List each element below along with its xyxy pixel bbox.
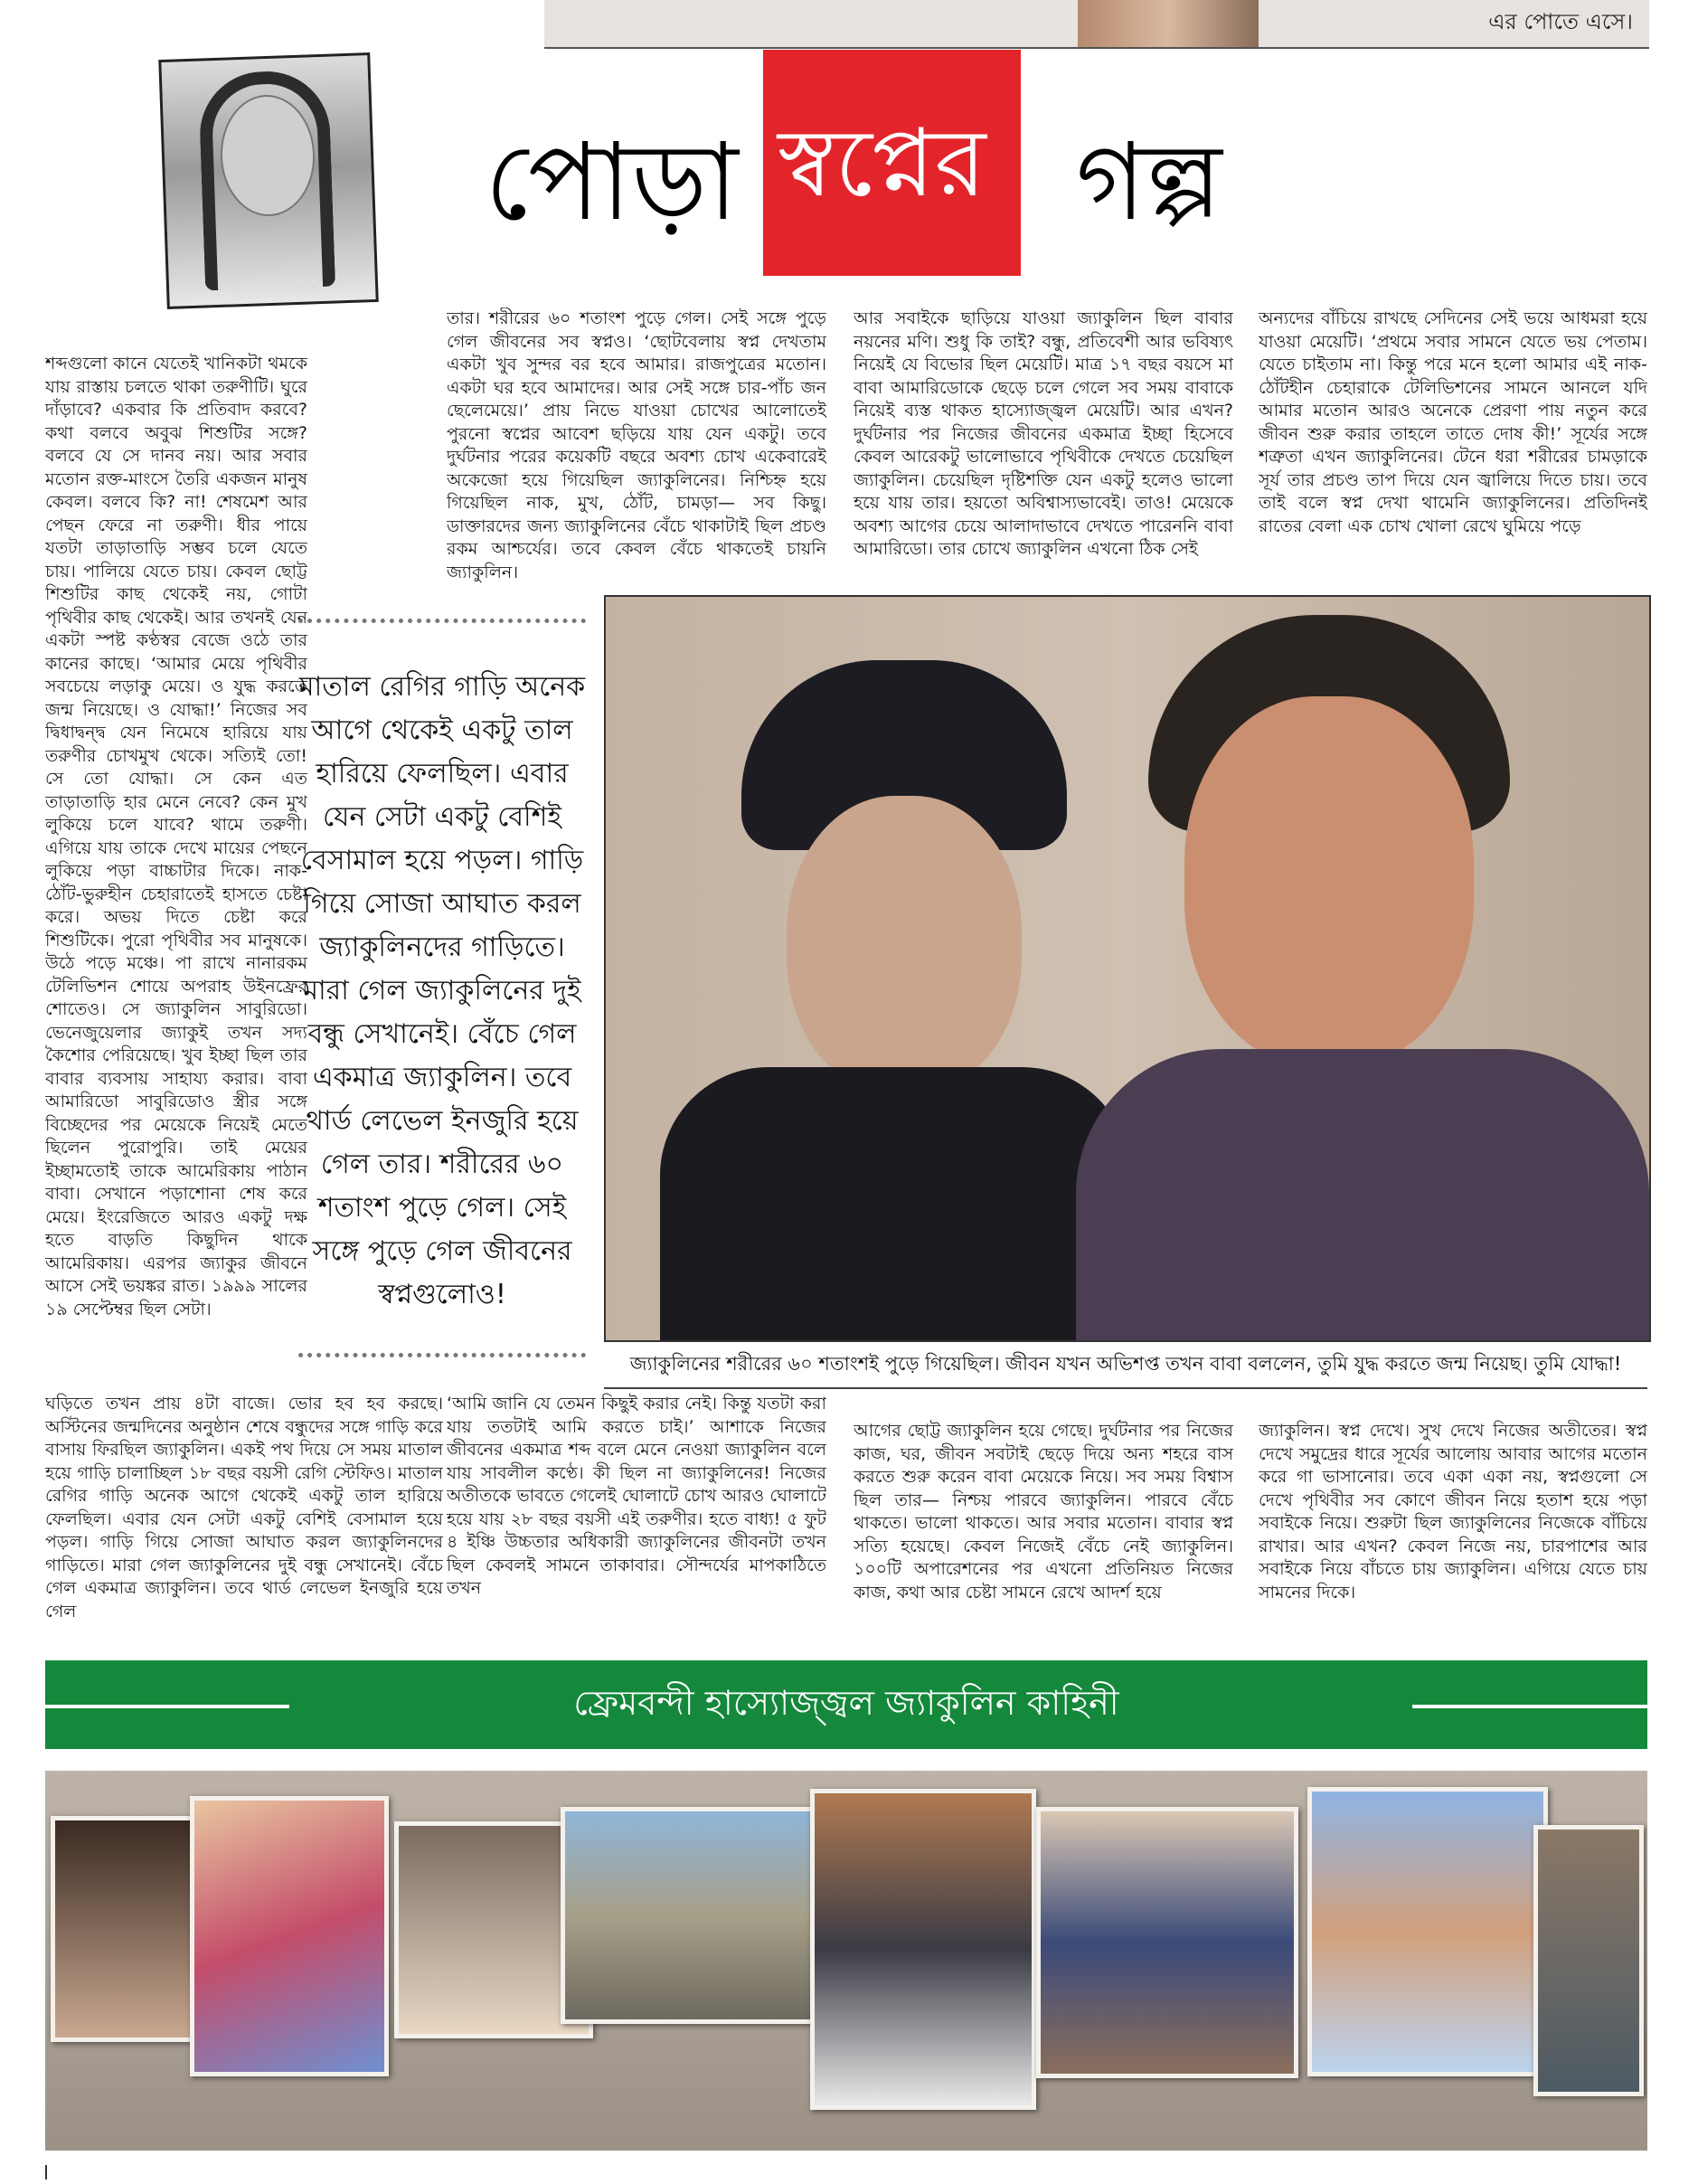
man-face	[1184, 696, 1474, 1067]
column-3-top: আর সবাইকে ছাড়িয়ে যাওয়া জ্যাকুলিন ছিল বাবার নয়নের মণি। শুধু কি তাই? বন্ধু, প্রতিবেশী আর ভবিষ্যৎ নিয়েই যে বিভোর ছিল মেয়েটি। মাত্র ১৭ বছর বয়সে মা বাবা আমারিডোকে ছেড়ে চলে গেলে সব সময় বাবাকে নিয়েই ব্যস্ত থাকত হাস্যোজ্জ্বল মেয়েটি। আর এখন? দুর্ঘটনার পর নিজের জীবনের একমাত্র ইচ্ছা হিসেবে কেবল আরেকটু ভালোভাবে পৃথিবীকে দেখতে চেয়েছিল জ্যাকুলিন। চেয়েছিল দৃষ্টিশক্তি যেন একটু হলেও ভালো হয়ে যায় তার। হয়তো অবিশ্বাস্যভাবেই। তাও! মেয়েকে অবশ্য আগের চেয়ে আলাদাভাবে দেখতে পারেননি বাবা আমারিডো। তার চোখে জ্যাকুলিন এখনো ঠিক সেই	[854, 308, 1233, 559]
strip-photo-6	[1036, 1807, 1298, 2078]
photo-strip	[45, 1771, 1647, 2151]
banner-right-line	[1412, 1705, 1647, 1708]
column-1-bottom: ঘড়িতে তখন প্রায় ৪টা বাজে। ভোর হব হব করছে। অস্টিনের জন্মদিনের অনুষ্ঠান শেষে বন্ধুদের সঙ্গে গাড়ি করে বাসায় ফিরছিল জ্যাকুলিন। একই পথ দিয়ে সে সময় মাতাল হয়ে গাড়ি চালাচ্ছিল ১৮ বছর বয়সী রেগি স্টেফিও। মাতাল রেগির গাড়ি অনেক আগে থেকেই একটু তাল হারিয়ে ফেলছিল। এবার যেন সেটা একটু বেশিই বেসামাল হয়ে পড়ল। গাড়ি গিয়ে সোজা আঘাত করল জ্যাকুলিনদের গাড়িতে। মারা গেল জ্যাকুলিনের দুই বন্ধু সেখানেই। বেঁচে গেল একমাত্র জ্যাকুলিন। তবে থার্ড লেভেল ইনজুরি হয়ে গেল	[45, 1394, 443, 1621]
man-body	[1076, 1049, 1649, 1340]
strip-photo-7	[1307, 1787, 1548, 2076]
column-4-top: অন্যদের বাঁচিয়ে রাখছে সেদিনের সেই ভয়ে আধমরা হয়ে যাওয়া মেয়েটি। ‘প্রথমে সবার সামনে যেতে ভয় পেতাম। যেতে চাইতাম না। কিন্তু পরে মনে হলো আমার এই নাক-ঠোঁটহীন চেহারাকে টেলিভিশনের সামনে আনলে যদি আমার মতোন আরও অনেকে প্রেরণা পায় নতুন করে জীবন শুরু করার তাহলে তাতে দোষ কী!’ সূর্যের সঙ্গে শত্রুতা এখন জ্যাকুলিনের। টেনে ধরা শরীরের চামড়াকে সূর্য তার প্রচণ্ড তাপ দিয়ে যেন জ্বালিয়ে দিতে চায়। তবে তাই বলে স্বপ্ন দেখা থামেনি জ্যাকুলিনের। প্রতিদিনই রাতের বেলা এক চোখ খোলা রেখে ঘুমিয়ে পড়ে	[1259, 308, 1647, 536]
column-4-bottom: জ্যাকুলিন। স্বপ্ন দেখে। সুখ দেখে নিজের অতীতের। স্বপ্ন দেখে সমুদ্রের ধারে সূর্যের আলোয় আবার আগের মতোন করে গা ভাসানোর। তবে একা একা নয়, স্বপ্নগুলো সে দেখে পৃথিবীর সব কোণে জীবন নিয়ে হতাশ হয়ে পড়া সবাইকে নিয়ে। শুরুটা ছিল জ্যাকুলিনের নিজেকে বাঁচিয়ে রাখার। আর এখন? কেবল নিজে নয়, চারপাশের আর সবাইকে নিয়ে বাঁচতে চায় জ্যাকুলিন। এগিয়ে যেতে চায় সামনের দিকে।	[1259, 1421, 1647, 1603]
portrait-hair	[198, 70, 335, 291]
top-banner-text: এর পোতে এসে।	[1488, 9, 1633, 34]
photo-caption: জ্যাকুলিনের শরীরের ৬০ শতাংশই পুড়ে গিয়েছিল। জীবন যখন অভিশপ্ত তখন বাবা বললেন, তুমি যুদ্ধ করতে জন্ম নিয়েছ। তুমি যোদ্ধা!	[629, 1353, 1622, 1375]
pull-quote-top-rule	[298, 619, 586, 623]
main-photo	[604, 595, 1651, 1342]
title-word-3: গল্প	[1076, 119, 1222, 244]
caption-rule	[604, 1387, 1647, 1389]
top-banner-photo	[1078, 0, 1259, 47]
bottom-left-mark	[45, 2165, 47, 2179]
title-word-1: পোড়া	[485, 119, 739, 244]
pull-quote: মাতাল রেগির গাড়ি অনেক আগে থেকেই একটু তাল হারিয়ে ফেলছিল। এবার যেন সেটা একটু বেশিই বেসামাল হয়ে পড়ল। গাড়ি গিয়ে সোজা আঘাত করল জ্যাকুলিনদের গাড়িতে। মারা গেল জ্যাকুলিনের দুই বন্ধু সেখানেই। বেঁচে গেল একমাত্র জ্যাকুলিন। তবে থার্ড লেভেল ইনজুরি হয়ে গেল তার। শরীরের ৬০ শতাংশ পুড়ে গেল। সেই সঙ্গে পুড়ে গেল জীবনের স্বপ্নগুলোও!	[298, 671, 586, 1310]
top-banner	[544, 0, 1649, 49]
pull-quote-bottom-rule	[298, 1353, 586, 1357]
strip-photo-8	[1533, 1825, 1644, 2096]
portrait-photo	[158, 52, 378, 309]
column-1-top: শব্দগুলো কানে যেতেই খানিকটা থমকে যায় রাস্তায় চলতে থাকা তরুণীটি। ঘুরে দাঁড়াবে? একবার কি প্রতিবাদ করবে? কথা বলবে অবুঝ শিশুটির সঙ্গে? বলবে যে সে দানব নয়। আর সবার মতোন রক্ত-মাংসে তৈরি একজন মানুষ কেবল। বলবে কি? না! শেষমেশ আর পেছন ফেরে না তরুণী। ধীর পায়ে যতটা তাড়াতাড়ি সম্ভব চলে যেতে চায়। পালিয়ে যেতে চায়। কেবল ছোট্ট শিশুটির কাছ থেকেই নয়, গোটা পৃথিবীর কাছ থেকেই। আর তখনই যেন একটা স্পষ্ট কণ্ঠস্বর বেজে ওঠে তার কানের কাছে। ‘আমার মেয়ে পৃথিবীর সবচেয়ে লড়াকু মেয়ে। ও যুদ্ধ করতে জন্ম নিয়েছে। ও যোদ্ধা!’ নিজের সব দ্বিধাদ্বন্দ্ব যেন নিমেষে হারিয়ে যায় তরুণীর চোখমুখ থেকে। সত্যিই তো! সে তো যোদ্ধা। সে কেন এত তাড়াতাড়ি হার মেনে নেবে? কেন মুখ লুকিয়ে চলে যাবে? থামে তরুণী। এগিয়ে যায় তাকে দেখে মায়ের পেছনে লুকিয়ে পড়া বাচ্চাটার দিকে। নাক-ঠোঁট-ভুরুহীন চেহারাতেই হাসতে চেষ্টা করে। অভয় দিতে চেষ্টা করে শিশুটিকে। পুরো পৃথিবীর সব মানুষকে। উঠে পড়ে মঞ্চে। পা রাখে নানারকম টেলিভিশন শোয়ে অপরাহ উইনফ্রের শোতেও। সে জ্যাকুলিন সাবুরিডো। ভেনেজুয়েলার জ্যাকুই তখন সদ্য কৈশোর পেরিয়েছে। খুব ইচ্ছা ছিল তার বাবার ব্যবসায় সাহায্য করার। বাবা আমারিডো সাবুরিডোও স্ত্রীর সঙ্গে বিচ্ছেদের পর মেয়েকে নিয়েই মেতে ছিলেন পুরোপুরি। তাই মেয়ের ইচ্ছামতোই তাকে আমেরিকায় পাঠান বাবা। সেখানে পড়াশোনা শেষ করে মেয়ে। ইংরেজিতে আরও একটু দক্ষ হতে বাড়তি কিছুদিন থাকে আমেরিকায়। এরপর জ্যাকুর জীবনে আসে সেই ভয়ঙ্কর রাত। ১৯৯৯ সালের ১৯ সেপ্টেম্বর ছিল সেটা।	[45, 354, 307, 1319]
title-word-2: স্বপ্নের	[778, 108, 986, 218]
banner-title: ফ্রেমবন্দী হাস্যোজ্জ্বল জ্যাকুলিন কাহিনী	[573, 1683, 1119, 1723]
woman-body	[660, 1067, 1130, 1340]
strip-photo-1	[51, 1816, 195, 2042]
strip-photo-5	[810, 1789, 1036, 2110]
woman-face	[787, 796, 1022, 1094]
column-3-bottom: আগের ছোট্ট জ্যাকুলিন হয়ে গেছে। দুর্ঘটনার পর নিজের কাজ, ঘর, জীবন সবটাই ছেড়ে দিয়ে অন্য শহরে বাস করতে শুরু করেন বাবা মেয়েকে নিয়ে। সব সময় বিশ্বাস ছিল তার— নিশ্চয় পারবে জ্যাকুলিন। পারবে বেঁচে থাকতে। ভালো থাকতে। আর সবার মতোন। বাবার স্বপ্ন সত্যি হয়েছে। কেবল নিজেই বেঁচে নেই জ্যাকুলিন। ১০০টি অপারেশনের পর এখনো প্রতিনিয়ত নিজের কাজ, কথা আর চেষ্টা সামনে রেখে আদর্শ হয়ে	[854, 1421, 1233, 1603]
green-banner	[45, 1660, 1647, 1749]
strip-photo-4	[561, 1807, 823, 2024]
strip-photo-2	[190, 1796, 389, 2076]
column-2-top: তার। শরীরের ৬০ শতাংশ পুড়ে গেল। সেই সঙ্গে পুড়ে গেল জীবনের সব স্বপ্নও। ‘ছোটবেলায় স্বপ্ন দেখতাম একটা খুব সুন্দর বর হবে আমার। রাজপুত্রের মতোন। একটা ঘর হবে আমাদের। আর সেই সঙ্গে চার-পাঁচ জন ছেলেমেয়ে।’ প্রায় নিভে যাওয়া চোখের আলোতেই পুরনো স্বপ্নের আবেশ ছড়িয়ে যায় যেন একটু। তবে দুর্ঘটনার পরের কয়েকটি বছরে অবশ্য চোখ একেবারেই অকেজো হয়ে গিয়েছিল জ্যাকুলিনের। নিশ্চিহ্ন হয়ে গিয়েছিল নাক, মুখ, ঠোঁট, চামড়া— সব কিছু। ডাক্তারদের জন্য জ্যাকুলিনের বেঁচে থাকাটাই ছিল প্রচণ্ড রকম আশ্চর্যের। তবে কেবল বেঁচে থাকতেই চায়নি জ্যাকুলিন।	[447, 308, 826, 582]
column-2-bottom: ‘আমি জানি যে তেমন কিছুই করার নেই। কিন্তু যতটা করা যায় ততটাই আমি করতে চাই।’ আশাকে নিজের জীবনের একমাত্র শব্দ বলে মেনে নেওয়া জ্যাকুলিন বলে যায় সাবলীল কণ্ঠে। কী ছিল না জ্যাকুলিনের! নিজের অতীতকে ভাবতে গেলেই ঘোলাটে চোখ আরও ঘোলাটে হয়ে যায় ২৮ বছর বয়সী এই তরুণীর। হতে বাধ্য! ৫ ফুট ৪ ইঞ্চি উচ্চতার অধিকারী জ্যাকুলিনের জীবনটা তখন ছিল কেবলই সামনে তাকাবার। সৌন্দর্যের মাপকাঠিতে তখন	[447, 1394, 826, 1598]
